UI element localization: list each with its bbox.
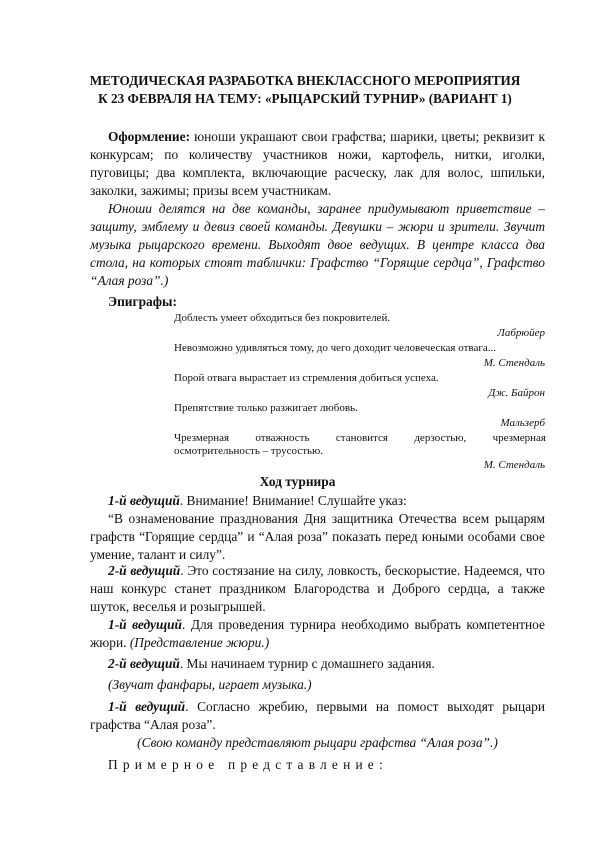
host-line-text: . Мы начинаем турнир с домашнего задания. xyxy=(179,656,435,671)
host-line-text: . Внимание! Внимание! Слушайте указ: xyxy=(179,493,407,508)
team-intro-direction: (Свою команду представляют рыцари графства “Алая роза”.) xyxy=(137,735,498,750)
fanfare-direction: (Звучат фанфары, играет музыка.) xyxy=(108,677,312,692)
speaker-label: 1-й ведущий xyxy=(108,699,186,714)
epigraph-author-5: М. Стендаль xyxy=(483,459,545,471)
epigraph-quote-5-line-1: Чрезмерная отважность становится дерзостью, чрезмерная xyxy=(174,432,546,444)
host-line-1 xyxy=(90,492,545,510)
host-line-text: . Это состязание на силу, ловкость, бескорыстие. Надеемся, что наш конкурс станет праздником Благородства и Доброго сердца, а также шуток, веселья и розыгрышей. xyxy=(90,563,546,614)
design-text: юноши украшают свои графства; шарики, цветы; реквизит к конкурсам; по количеству участников ножи, картофель, нитки, иголки, пуговицы; два комплекта, включающие расческу, лак для волос, шпильки, заколки, зажимы; призы всем участникам. xyxy=(90,129,545,198)
epigraph-author-1: Лабрюйер xyxy=(497,327,545,339)
design-label: Оформление: xyxy=(108,129,191,144)
host-line-text: . Для проведения турнира необходимо выбрать компетентное жюри. xyxy=(90,617,545,650)
epigraphs-heading: Эпиграфы: xyxy=(108,294,177,309)
epigraph-quote-1: Доблесть умеет обходиться без покровителей. xyxy=(174,312,391,324)
epigraph-quote-4: Препятствие только разжигает любовь. xyxy=(174,402,358,414)
decree-paragraph: “В ознаменование празднования Дня защитника Отечества всем рыцарям графств “Горящие сердца” и “Алая роза” показать перед юными особами свое умение, талант и силу”. xyxy=(90,511,545,562)
design-paragraph xyxy=(90,128,545,200)
title-line-1: МЕТОДИЧЕСКАЯ РАЗРАБОТКА ВНЕКЛАССНОГО МЕРОПРИЯТИЯ xyxy=(89,73,521,88)
host-line-5 xyxy=(90,698,545,734)
speaker-label: 2-й ведущий xyxy=(108,656,180,671)
epigraph-quote-2: Невозможно удивляться тому, до чего доходит человеческая отвага... xyxy=(174,342,496,354)
intro-paragraph: Юноши делятся на две команды, заранее придумывают приветствие – защиту, эмблему и девиз своей команды. Девушки – жюри и зрители. Звучит музыка рыцарского времени. Выходят двое ведущих. В центре класса два стола, на которых стоят таблички: Графство “Горящие сердца”, Графство “Алая роза”.) xyxy=(90,201,545,288)
epigraph-quote-3: Порой отвага вырастает из стремления добиться успеха. xyxy=(174,372,439,384)
section-title: Ход турнира xyxy=(259,474,336,489)
host-line-3 xyxy=(90,616,545,652)
sample-presentation-heading: Примерное представление: xyxy=(108,757,388,772)
host-line-2 xyxy=(90,562,545,616)
document-title xyxy=(70,72,540,108)
host-line-text: . Согласно жребию, первыми на помост выходят рыцари графства “Алая роза”. xyxy=(90,699,546,732)
epigraph-author-2: М. Стендаль xyxy=(483,357,545,369)
epigraph-quote-5-line-2: осмотрительность – трусостью. xyxy=(174,445,323,457)
host-line-4 xyxy=(90,655,545,673)
epigraph-author-3: Дж. Байрон xyxy=(488,387,545,399)
speaker-label: 1-й ведущий xyxy=(108,617,182,632)
speaker-label: 1-й ведущий xyxy=(108,493,180,508)
epigraph-author-4: Мальзерб xyxy=(500,417,545,429)
stage-direction: (Представление жюри.) xyxy=(126,635,270,650)
title-line-2: К 23 ФЕВРАЛЯ НА ТЕМУ: «РЫЦАРСКИЙ ТУРНИР» (ВАРИАНТ 1) xyxy=(98,91,512,106)
speaker-label: 2-й ведущий xyxy=(108,563,181,578)
